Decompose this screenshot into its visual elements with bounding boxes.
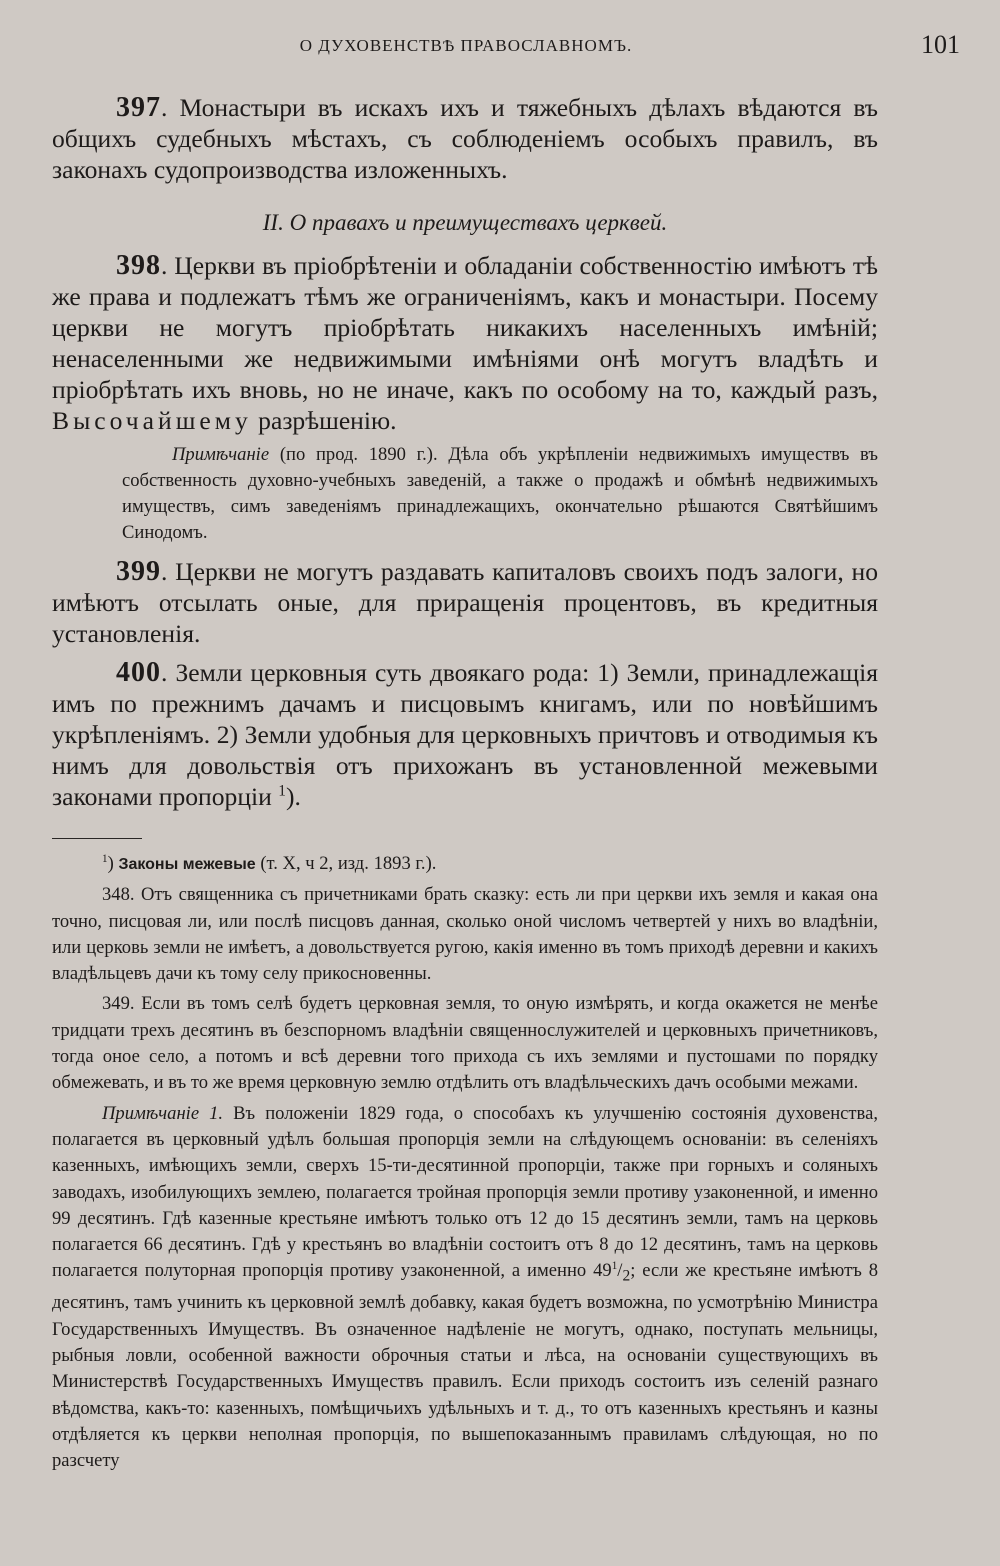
page-header — [52, 28, 960, 62]
article-400 — [52, 657, 878, 812]
article-number: 399 — [116, 556, 161, 587]
article-397 — [52, 92, 878, 185]
note-label: Примѣчаніе — [172, 444, 270, 465]
article-text-end: разрѣшенію. — [258, 406, 397, 435]
footnote-source-ref: (т. X, ч 2, изд. 1893 г.). — [260, 853, 437, 874]
article-399 — [52, 556, 878, 649]
section-heading: II. О правахъ и преимуществахъ церквей. — [262, 210, 668, 235]
fraction-denominator: 2 — [622, 1268, 631, 1286]
note-text: (по прод. 1890 г.). Дѣла объ укрѣпленіи недвижимыхъ имуществъ въ собственность духовно-учебныхъ заведеній, а также о продажѣ и обмѣнѣ недвижимыхъ имуществъ, симъ заведеніямъ принадлежащихъ, окончательно рѣшаются Святѣйшимъ Синодомъ. — [122, 444, 878, 543]
note-text-cont: ; если же крестьяне имѣютъ 8 десятинъ, тамъ учинить къ церковной землѣ добавку, какая будетъ возможна, по усмотрѣнію Министра Государственныхъ Имуществъ. Въ означенное надѣленіе не могутъ, однако, поступать мельницы, рыбныя ловли, особенной важности оброчныя статьи и лѣса, на основаніи существующихъ въ Министерствѣ Государственныхъ Имуществъ правилъ. Если приходъ состоитъ изъ селеній разнаго вѣдомства, какъ-то: казенныхъ, помѣщичьихъ удѣльныхъ и т. д., то отъ казенныхъ крестьянъ и казны отдѣляется къ церкви неполная пропорція, по вышепоказаннымъ правиламъ слѣдующая, но по разсчету — [52, 1260, 878, 1472]
article-number: 397 — [116, 92, 161, 123]
article-text: . Монастыри въ искахъ ихъ и тяжебныхъ дѣлахъ вѣдаются въ общихъ судебныхъ мѣстахъ, съ соблюденіемъ особыхъ правилъ, въ законахъ судопроизводства изложенныхъ. — [52, 93, 878, 184]
footnote-number-close: ) — [107, 853, 114, 874]
footnote-mark: 1 — [278, 782, 286, 800]
article-number: 400 — [116, 657, 161, 688]
running-head: О ДУХОВЕНСТВѢ ПРАВОСЛАВНОМЪ. — [299, 36, 633, 55]
page-body — [52, 84, 878, 1475]
spaced-word: Высочайшему — [52, 406, 252, 435]
footnote-349: 349. Если въ томъ селѣ будетъ церковная земля, то оную измѣрять, и когда окажется не менѣе тридцати трехъ десятинъ въ безспорномъ владѣніи священнослужителей и церковныхъ причетниковъ, тогда оное село, а потомъ и всѣ деревни того прихода съ ихъ землями и пустошами по порядку обмежевать, и въ то же время церковную землю отдѣлить отъ владѣльческихъ дачъ особыми межами. — [52, 993, 878, 1094]
article-number: 398 — [116, 250, 161, 281]
note-text: Въ положеніи 1829 года, о способахъ къ улучшенію состоянія духовенства, полагается въ церковный удѣлъ большая пропорція земли на слѣдующемъ основаніи: въ селеніяхъ казенныхъ, имѣющихъ земли, сверхъ 15-ти-десятинной пропорціи, также при горныхъ и соляныхъ заводахъ, изобилующихъ землею, полагается тройная пропорція земли противу узаконенной, и именно 99 десятинъ. Гдѣ казенные крестьяне имѣютъ только отъ 12 до 15 десятинъ земли, тамъ на церковь полагается 66 десятинъ. Гдѣ у крестьянъ во владѣніи состоитъ отъ 8 до 12 десятинъ, тамъ на церковь полагается полуторная пропорція противу узаконенной, а именно 49 — [52, 1102, 878, 1282]
footnote-source — [52, 851, 878, 878]
page-number: 101 — [921, 30, 960, 59]
article-tail: ). — [285, 782, 301, 811]
article-398 — [52, 250, 878, 436]
article-text: . Земли церковныя суть двоякаго рода: 1) Земли, принадлежащія имъ по прежнимъ дачамъ и писцовымъ книгамъ, или по новѣйшимъ укрѣпленіямъ. 2) Земли удобныя для церковныхъ причтовъ и отводимыя къ нимъ для довольствія отъ прихожанъ въ установленной межевыми законами пропорціи — [52, 658, 878, 811]
article-398-note — [52, 442, 878, 546]
footnote-note-1 — [52, 1101, 878, 1475]
fraction-numerator: 1 — [611, 1260, 618, 1273]
article-text: . Церкви въ пріобрѣтеніи и обладаніи собственностію имѣютъ тѣ же права и подлежатъ тѣмъ же ограниченіямъ, какъ и монастыри. Посему церкви не могутъ пріобрѣтать никакихъ населенныхъ имѣній; ненаселенными же недвижимыми имѣніями онѣ могутъ владѣть и пріобрѣтать ихъ вновь, но не иначе, какъ по особому на то, каждый разъ, — [52, 251, 878, 404]
note-label: Примѣчаніе 1. — [102, 1102, 224, 1124]
footnote-source-law: Законы межевые — [118, 856, 256, 873]
fraction-separator: / — [617, 1260, 623, 1282]
footnote-number: 1 — [102, 852, 108, 865]
footnote-separator — [52, 838, 142, 839]
footnote-348: 348. Отъ священника съ причетниками брать сказку: есть ли при церкви ихъ земля и какая она точно, писцовая ли, или послѣ писцовъ данная, сколько оной числомъ четвертей у нихъ во владѣніи, или церковь земли не имѣетъ, а довольствуется ругою, какія именно въ томъ приходѣ деревни и какихъ владѣльцевъ дачи къ тому селу прикосновенны. — [52, 884, 878, 985]
article-text: . Церкви не могутъ раздавать капиталовъ своихъ подъ залоги, но имѣютъ отсылать оные, для приращенія процентовъ, въ кредитныя установленія. — [52, 557, 878, 648]
